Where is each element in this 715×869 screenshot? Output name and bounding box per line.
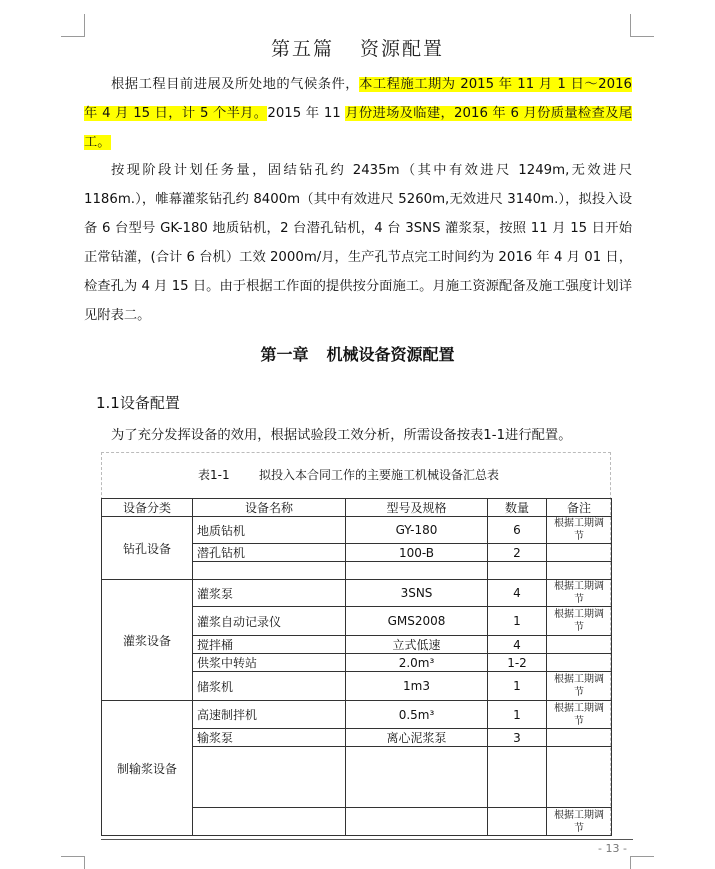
chapter-heading: [0, 342, 715, 365]
intro-highlight-period: 本工程施工期为 2015 年 11 月 1 日～2016 年 4 月 15 日，计 5 个半月。: [84, 77, 633, 121]
header-model: 型号及规格: [346, 499, 488, 517]
crop-mark-bottom-right-v: [630, 856, 631, 869]
model-cell: GY-180: [346, 517, 488, 544]
qty-cell: 4: [488, 580, 547, 607]
note-cell: [547, 636, 612, 654]
category-cell: 制输浆设备: [102, 701, 193, 836]
model-cell: [346, 562, 488, 580]
chapter-number: 第一章: [260, 345, 309, 364]
model-cell: 100-B: [346, 544, 488, 562]
intro-paragraph: [84, 70, 632, 157]
page-number: - 13 -: [598, 842, 627, 855]
note-cell: 根据工期调节: [547, 580, 612, 607]
note-cell: [547, 562, 612, 580]
table-row: [102, 701, 612, 729]
note-cell: 根据工期调节: [547, 672, 612, 701]
name-cell: 地质钻机: [193, 517, 346, 544]
crop-mark-bottom-right-h: [630, 856, 654, 857]
qty-cell: 1: [488, 607, 547, 636]
table-row: [102, 580, 612, 607]
note-cell: [547, 654, 612, 672]
name-cell: [193, 562, 346, 580]
model-cell: GMS2008: [346, 607, 488, 636]
model-cell: [346, 747, 488, 808]
category-cell: 灌浆设备: [102, 580, 193, 701]
model-cell: 离心泥浆泵: [346, 729, 488, 747]
crop-mark-top-right-v: [630, 14, 631, 36]
header-qty: 数量: [488, 499, 547, 517]
section-paragraph: 为了充分发挥设备的效用，根据试验段工效分析，所需设备按表1-1进行配置。: [111, 428, 572, 443]
name-cell: 输浆泵: [193, 729, 346, 747]
note-cell: 根据工期调节: [547, 607, 612, 636]
name-cell: 储浆机: [193, 672, 346, 701]
equipment-table: [101, 498, 612, 836]
model-cell: [346, 808, 488, 836]
qty-cell: 4: [488, 636, 547, 654]
qty-cell: 3: [488, 729, 547, 747]
qty-cell: 1: [488, 701, 547, 729]
header-name: 设备名称: [193, 499, 346, 517]
header-category: 设备分类: [102, 499, 193, 517]
intro-text-2: 2015 年 11: [267, 106, 346, 121]
name-cell: 灌浆自动记录仪: [193, 607, 346, 636]
note-cell: 根据工期调节: [547, 701, 612, 729]
qty-cell: 2: [488, 544, 547, 562]
name-cell: 搅拌桶: [193, 636, 346, 654]
note-cell: [547, 544, 612, 562]
qty-cell: 1-2: [488, 654, 547, 672]
qty-cell: 1: [488, 672, 547, 701]
model-cell: 1m3: [346, 672, 488, 701]
chapter-title: 机械设备资源配置: [326, 345, 455, 364]
note-cell: 根据工期调节: [547, 517, 612, 544]
model-cell: 3SNS: [346, 580, 488, 607]
table-header-row: [102, 499, 612, 517]
page-title-part2: 资源配置: [360, 38, 445, 60]
crop-mark-bottom-left-h: [61, 856, 85, 857]
crop-mark-top-left-v: [84, 14, 85, 36]
table-caption-number: 表1-1: [198, 468, 230, 482]
crop-mark-bottom-left-v: [84, 856, 85, 869]
name-cell: 潜孔钻机: [193, 544, 346, 562]
name-cell: 灌浆泵: [193, 580, 346, 607]
footer-rule: [101, 839, 633, 840]
section-heading: 1.1设备配置: [96, 394, 180, 412]
page-title: [0, 34, 715, 61]
model-cell: 立式低速: [346, 636, 488, 654]
header-note: 备注: [547, 499, 612, 517]
note-cell: 根据工期调节: [547, 808, 612, 836]
model-cell: 2.0m³: [346, 654, 488, 672]
model-cell: 0.5m³: [346, 701, 488, 729]
name-cell: [193, 747, 346, 808]
qty-cell: [488, 747, 547, 808]
table-caption-text: 拟投入本合同工作的主要施工机械设备汇总表: [259, 468, 500, 482]
page-title-part1: 第五篇: [270, 38, 334, 60]
qty-cell: [488, 562, 547, 580]
category-cell: 钻孔设备: [102, 517, 193, 580]
qty-cell: 6: [488, 517, 547, 544]
plan-paragraph: 按现阶段计划任务量，固结钻孔约 2435m（其中有效进尺 1249m,无效进尺 1186m.），帷幕灌浆钻孔约 8400m（其中有效进尺 5260m,无效进尺 3140m.），拟投入设备 6 台型号 GK-180 地质钻机，2 台潜孔钻机，4 台 3SNS 灌浆泵，按照 11 月 15 日开始正常钻灌，(合计 6 台机）工效 2000m/月，生产孔节点完工时间约为 2016 年 4 月 01 日，检查孔为 4 月 15 日。由于根据工作面的提供按分面施工。月施工资源配备及施工强度计划详见附表二。: [84, 163, 632, 323]
note-cell: [547, 729, 612, 747]
table-row: [102, 517, 612, 544]
note-cell: [547, 747, 612, 808]
qty-cell: [488, 808, 547, 836]
name-cell: 高速制拌机: [193, 701, 346, 729]
intro-highlight-schedule: 月份进场及临建，2016 年 6 月份质量检查及尾工。: [84, 106, 632, 150]
intro-text: 根据工程目前进展及所处地的气候条件，: [111, 77, 360, 92]
name-cell: 供浆中转站: [193, 654, 346, 672]
name-cell: [193, 808, 346, 836]
